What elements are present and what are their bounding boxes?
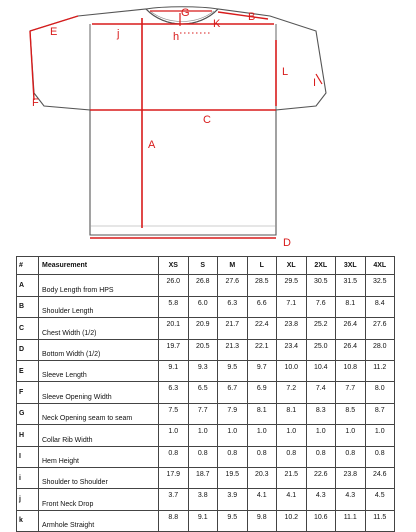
row-measurement-label: Neck Opening seam to seam xyxy=(39,403,159,424)
size-value-cell: 0.8 xyxy=(218,446,248,467)
row-key: D xyxy=(17,339,39,360)
size-value-cell: 9.3 xyxy=(188,360,218,381)
table-row xyxy=(17,425,395,446)
size-value-cell: 8.4 xyxy=(365,296,395,317)
size-value-cell: 0.8 xyxy=(277,446,307,467)
table-row xyxy=(17,382,395,403)
size-value-cell: 10.2 xyxy=(277,510,307,531)
row-key: H xyxy=(17,425,39,446)
size-value-cell: 20.9 xyxy=(188,318,218,339)
size-value-cell: 7.7 xyxy=(336,382,366,403)
size-value-cell: 1.0 xyxy=(188,425,218,446)
size-value-cell: 8.1 xyxy=(277,403,307,424)
header-size: 2XL xyxy=(306,257,336,275)
size-value-cell: 3.7 xyxy=(159,489,189,510)
size-value-cell: 22.6 xyxy=(306,467,336,488)
size-value-cell: 3.8 xyxy=(188,489,218,510)
size-value-cell: 11.2 xyxy=(365,360,395,381)
header-size: 4XL xyxy=(365,257,395,275)
size-value-cell: 3.9 xyxy=(218,489,248,510)
header-size: S xyxy=(188,257,218,275)
row-measurement-label: Sleeve Opening Width xyxy=(39,382,159,403)
size-value-cell: 5.8 xyxy=(159,296,189,317)
row-key: F xyxy=(17,382,39,403)
size-value-cell: 1.0 xyxy=(277,425,307,446)
size-value-cell: 9.5 xyxy=(218,360,248,381)
size-value-cell: 28.5 xyxy=(247,275,277,296)
row-measurement-label: Hem Height xyxy=(39,446,159,467)
size-value-cell: 6.6 xyxy=(247,296,277,317)
row-measurement-label: Shoulder Length xyxy=(39,296,159,317)
size-value-cell: 6.0 xyxy=(188,296,218,317)
size-value-cell: 21.7 xyxy=(218,318,248,339)
label-c: C xyxy=(203,114,211,126)
row-measurement-label: Front Neck Drop xyxy=(39,489,159,510)
size-chart-table xyxy=(16,256,395,532)
row-measurement-label: Body Length from HPS xyxy=(39,275,159,296)
table-row xyxy=(17,467,395,488)
size-value-cell: 0.8 xyxy=(336,446,366,467)
size-value-cell: 22.1 xyxy=(247,339,277,360)
size-value-cell: 20.1 xyxy=(159,318,189,339)
label-d: D xyxy=(283,237,291,249)
table-row xyxy=(17,360,395,381)
size-value-cell: 27.6 xyxy=(218,275,248,296)
size-value-cell: 20.5 xyxy=(188,339,218,360)
table-row xyxy=(17,339,395,360)
size-value-cell: 23.8 xyxy=(336,467,366,488)
label-j: j xyxy=(117,28,120,40)
size-value-cell: 26.8 xyxy=(188,275,218,296)
size-value-cell: 4.3 xyxy=(306,489,336,510)
size-value-cell: 26.4 xyxy=(336,318,366,339)
size-value-cell: 30.5 xyxy=(306,275,336,296)
row-measurement-label: Shoulder to Shoulder xyxy=(39,467,159,488)
tshirt-measurement-diagram xyxy=(0,0,416,256)
size-value-cell: 31.5 xyxy=(336,275,366,296)
label-h: h xyxy=(173,31,180,43)
size-value-cell: 1.0 xyxy=(247,425,277,446)
size-value-cell: 8.0 xyxy=(365,382,395,403)
header-size: L xyxy=(247,257,277,275)
row-measurement-label: Armhole Straight xyxy=(39,510,159,531)
size-value-cell: 26.4 xyxy=(336,339,366,360)
label-i: I xyxy=(313,77,317,89)
measure-l-sleeve-edge xyxy=(316,74,322,84)
size-value-cell: 9.1 xyxy=(188,510,218,531)
size-value-cell: 4.1 xyxy=(277,489,307,510)
header-measurement: Measurement xyxy=(39,257,159,275)
table-row xyxy=(17,510,395,531)
size-value-cell: 9.7 xyxy=(247,360,277,381)
size-value-cell: 27.6 xyxy=(365,318,395,339)
size-value-cell: 7.7 xyxy=(188,403,218,424)
size-value-cell: 8.1 xyxy=(336,296,366,317)
size-value-cell: 6.9 xyxy=(247,382,277,403)
header-size: 3XL xyxy=(336,257,366,275)
size-value-cell: 10.6 xyxy=(306,510,336,531)
row-measurement-label: Collar Rib Width xyxy=(39,425,159,446)
size-value-cell: 10.8 xyxy=(336,360,366,381)
size-value-cell: 24.6 xyxy=(365,467,395,488)
size-value-cell: 10.0 xyxy=(277,360,307,381)
size-value-cell: 21.5 xyxy=(277,467,307,488)
label-k: K xyxy=(213,18,221,30)
size-value-cell: 4.5 xyxy=(365,489,395,510)
row-key: A xyxy=(17,275,39,296)
measure-b-shoulder-length xyxy=(218,12,268,19)
table-row xyxy=(17,318,395,339)
size-value-cell: 23.4 xyxy=(277,339,307,360)
label-e: E xyxy=(50,26,58,38)
table-row xyxy=(17,403,395,424)
size-value-cell: 8.1 xyxy=(247,403,277,424)
size-value-cell: 19.7 xyxy=(159,339,189,360)
size-value-cell: 17.9 xyxy=(159,467,189,488)
size-value-cell: 8.3 xyxy=(306,403,336,424)
label-a: A xyxy=(148,139,156,151)
size-value-cell: 0.8 xyxy=(188,446,218,467)
size-value-cell: 6.3 xyxy=(159,382,189,403)
size-value-cell: 7.2 xyxy=(277,382,307,403)
size-value-cell: 19.5 xyxy=(218,467,248,488)
size-value-cell: 21.3 xyxy=(218,339,248,360)
table-row xyxy=(17,296,395,317)
label-f: F xyxy=(32,97,39,109)
row-key: I xyxy=(17,446,39,467)
size-value-cell: 0.8 xyxy=(159,446,189,467)
size-value-cell: 8.7 xyxy=(365,403,395,424)
size-value-cell: 20.3 xyxy=(247,467,277,488)
label-g: G xyxy=(181,7,190,19)
size-value-cell: 1.0 xyxy=(336,425,366,446)
size-value-cell: 8.5 xyxy=(336,403,366,424)
size-value-cell: 1.0 xyxy=(306,425,336,446)
row-measurement-label: Chest Width (1/2) xyxy=(39,318,159,339)
row-key: j xyxy=(17,489,39,510)
size-value-cell: 7.9 xyxy=(218,403,248,424)
size-value-cell: 4.3 xyxy=(336,489,366,510)
size-value-cell: 0.8 xyxy=(247,446,277,467)
table-header-row xyxy=(17,257,395,275)
header-size: XS xyxy=(159,257,189,275)
size-value-cell: 10.4 xyxy=(306,360,336,381)
size-value-cell: 25.2 xyxy=(306,318,336,339)
size-value-cell: 11.1 xyxy=(336,510,366,531)
size-value-cell: 8.8 xyxy=(159,510,189,531)
table-row xyxy=(17,489,395,510)
table-row xyxy=(17,446,395,467)
size-value-cell: 7.4 xyxy=(306,382,336,403)
size-value-cell: 32.5 xyxy=(365,275,395,296)
size-value-cell: 11.5 xyxy=(365,510,395,531)
size-value-cell: 25.0 xyxy=(306,339,336,360)
size-value-cell: 29.5 xyxy=(277,275,307,296)
row-key: k xyxy=(17,510,39,531)
table-row xyxy=(17,275,395,296)
row-key: G xyxy=(17,403,39,424)
size-value-cell: 22.4 xyxy=(247,318,277,339)
size-value-cell: 9.8 xyxy=(247,510,277,531)
row-measurement-label: Bottom Width (1/2) xyxy=(39,339,159,360)
size-value-cell: 0.8 xyxy=(306,446,336,467)
size-value-cell: 18.7 xyxy=(188,467,218,488)
size-value-cell: 6.3 xyxy=(218,296,248,317)
size-value-cell: 6.7 xyxy=(218,382,248,403)
size-value-cell: 1.0 xyxy=(218,425,248,446)
size-value-cell: 9.1 xyxy=(159,360,189,381)
size-value-cell: 1.0 xyxy=(365,425,395,446)
measure-f-sleeve-opening xyxy=(30,31,34,100)
size-value-cell: 26.0 xyxy=(159,275,189,296)
size-value-cell: 1.0 xyxy=(159,425,189,446)
size-value-cell: 28.0 xyxy=(365,339,395,360)
row-key: E xyxy=(17,360,39,381)
row-key: C xyxy=(17,318,39,339)
size-value-cell: 7.6 xyxy=(306,296,336,317)
header-key: # xyxy=(17,257,39,275)
size-value-cell: 6.5 xyxy=(188,382,218,403)
row-key: B xyxy=(17,296,39,317)
size-value-cell: 7.5 xyxy=(159,403,189,424)
size-value-cell: 9.5 xyxy=(218,510,248,531)
row-key: i xyxy=(17,467,39,488)
size-value-cell: 23.8 xyxy=(277,318,307,339)
row-measurement-label: Sleeve Length xyxy=(39,360,159,381)
header-size: XL xyxy=(277,257,307,275)
size-value-cell: 7.1 xyxy=(277,296,307,317)
size-value-cell: 4.1 xyxy=(247,489,277,510)
size-value-cell: 0.8 xyxy=(365,446,395,467)
label-l: L xyxy=(282,66,289,78)
label-b: B xyxy=(248,11,256,23)
header-size: M xyxy=(218,257,248,275)
table-body xyxy=(17,275,395,532)
